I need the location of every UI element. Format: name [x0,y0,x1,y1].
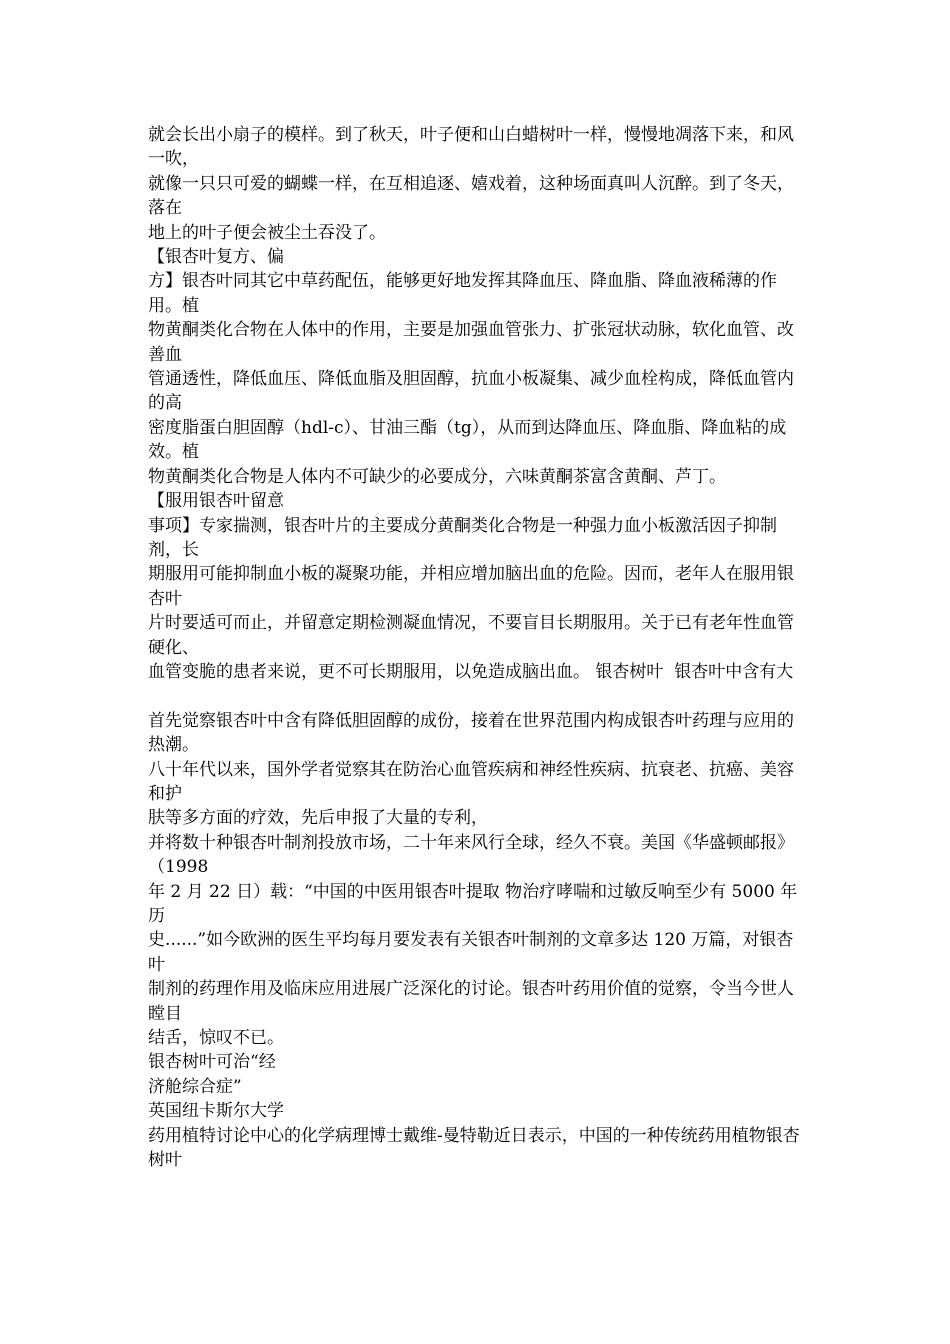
text-line: 史......”如今欧洲的医生平均每月要发表有关银杏叶制剂的文章多达 120 万篇，对银杏叶 [148,930,794,975]
text-line: 地上的叶子便会被尘土吞没了。 [148,222,386,243]
text-line: 事项】专家揣测，银杏叶片的主要成分黄酮类化合物是一种强力血小板激活因子抑制剂，长 [148,515,777,560]
text-line: 片时要适可而止，并留意定期检测凝血情况，不要盲目长期服用。关于已有老年性血管硬化、 [148,613,794,658]
document-body [148,123,804,1172]
text-line: 首先觉察银杏叶中含有降低胆固醇的成份，接着在世界范围内构成银杏叶药理与应用的热潮。 [148,710,794,756]
section-heading: 【银杏叶复方、偏 [148,247,284,268]
text-line: 物黄酮类化合物在人体中的作用，主要是加强血管张力、扩张冠状动脉，软化血管、改善血 [148,320,794,365]
text-line: 密度脂蛋白胆固醇（hdl-c）、甘油三酯（tg），从而到达降血压、降血脂、降血粘的成效。植 [148,417,787,463]
text-line: 肤等多方面的疗效，先后申报了大量的专利， [148,808,488,829]
text-line: 管通透性，降低血压、降低血脂及胆固醇，抗血小板凝集、减少血栓构成，降低血管内的高 [148,369,794,414]
text-line: 英国纽卡斯尔大学 [148,1101,284,1122]
section-heading: 【服用银杏叶留意 [148,491,284,512]
section-heading: 银杏树叶可治“经 [148,1052,276,1073]
text-line: 并将数十种银杏叶制剂投放市场，二十年来风行全球，经久不衰。美国《华盛顿邮报》（1998 [148,832,794,878]
text-line: 方】银杏叶同其它中草药配伍，能够更好地发挥其降血压、降血脂、降血液稀薄的作用。植 [148,271,777,316]
text-line: 制剂的药理作用及临床应用进展广泛深化的讨论。银杏叶药用价值的觉察，令当今世人瞠目 [148,979,794,1024]
text-line: 血管变脆的患者来说，更不可长期服用，以免造成脑出血。 银杏树叶 银杏叶中含有大 [148,661,794,682]
text-line: 药用植特讨论中心的化学病理博士戴维-曼特勒近日表示，中国的一种传统药用植物银杏树叶 [148,1125,800,1171]
blank-line [148,684,804,708]
text-line: 八十年代以来，国外学者觉察其在防治心血管疾病和神经性疾病、抗衰老、抗癌、美容和护 [148,759,794,804]
text-line: 就像一只只可爱的蝴蝶一样，在互相追逐、嬉戏着，这种场面真叫人沉醉。到了冬天，落在 [148,173,794,219]
section-heading: 济舱综合症” [148,1076,242,1097]
text-line: 就会长出小扇子的模样。到了秋天，叶子便和山白蜡树叶一样，慢慢地凋落下来，和风一吹， [148,125,794,170]
text-line: 年 2 月 22 日）载：“中国的中医用银杏叶提取 物治疗哮喘和过敏反响至少有 5000 年历 [148,881,798,926]
text-line: 期服用可能抑制血小板的凝聚功能，并相应增加脑出血的危险。因而，老年人在服用银杏叶 [148,564,794,609]
text-line: 结舌，惊叹不已。 [148,1028,284,1049]
text-line: 物黄酮类化合物是人体内不可缺少的必要成分，六味黄酮茶富含黄酮、芦丁。 [148,466,726,487]
